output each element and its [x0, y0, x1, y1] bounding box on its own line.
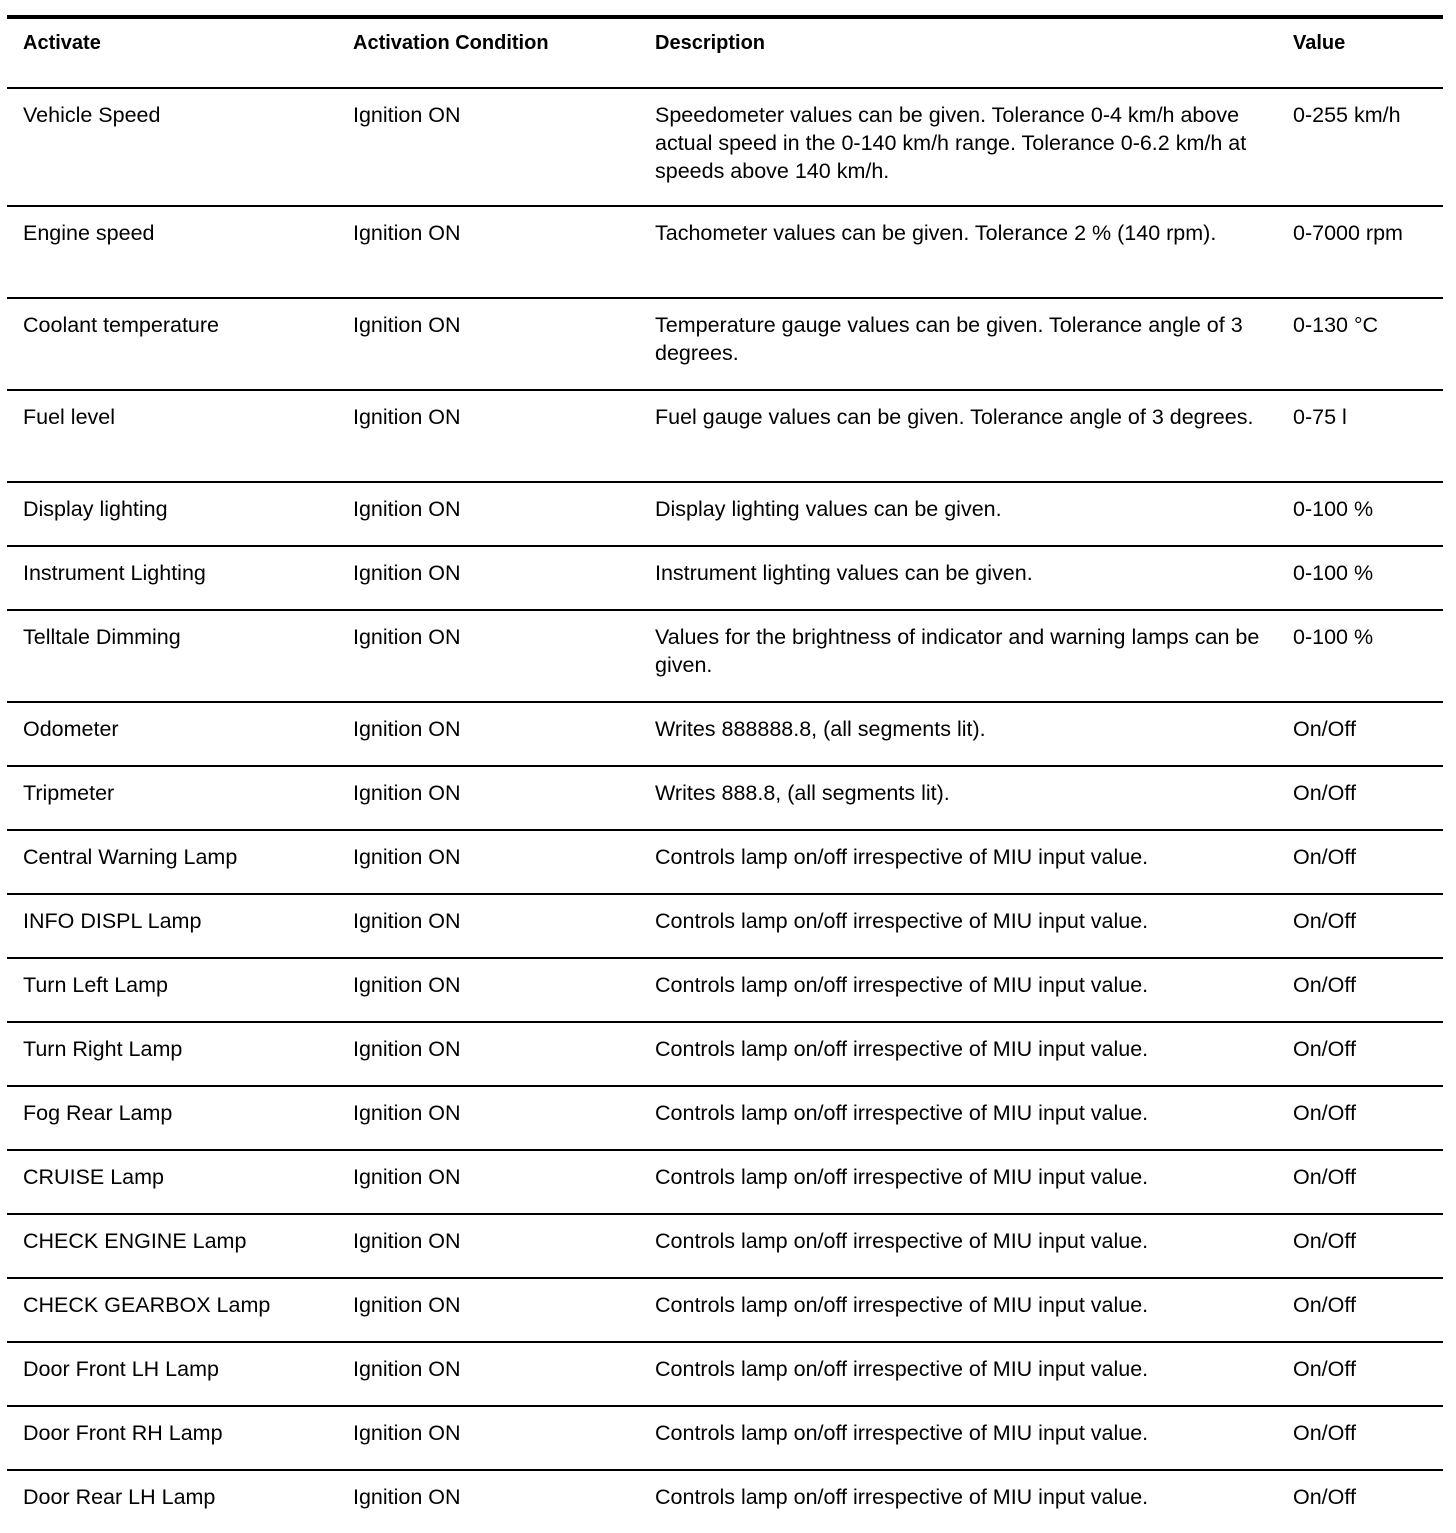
table-row	[7, 206, 1443, 298]
table-row	[7, 390, 1443, 482]
cell-activate: Door Front LH Lamp	[7, 1342, 337, 1406]
cell-condition: Ignition ON	[337, 1150, 639, 1214]
cell-value: 0-75 l	[1277, 390, 1443, 482]
cell-condition: Ignition ON	[337, 1086, 639, 1150]
cell-value: 0-7000 rpm	[1277, 206, 1443, 298]
cell-condition: Ignition ON	[337, 894, 639, 958]
cell-description: Instrument lighting values can be given.	[639, 546, 1277, 610]
cell-value: On/Off	[1277, 766, 1443, 830]
table-row	[7, 894, 1443, 958]
cell-value: On/Off	[1277, 1406, 1443, 1470]
cell-value: On/Off	[1277, 1214, 1443, 1278]
table-row	[7, 1470, 1443, 1533]
cell-activate: CHECK ENGINE Lamp	[7, 1214, 337, 1278]
activation-table	[7, 15, 1443, 1533]
cell-condition: Ignition ON	[337, 298, 639, 390]
table-row	[7, 610, 1443, 702]
cell-description: Controls lamp on/off irrespective of MIU input value.	[639, 1086, 1277, 1150]
table-row	[7, 1086, 1443, 1150]
cell-value: 0-130 °C	[1277, 298, 1443, 390]
cell-description: Temperature gauge values can be given. Tolerance angle of 3 degrees.	[639, 298, 1277, 390]
cell-value: On/Off	[1277, 1086, 1443, 1150]
cell-condition: Ignition ON	[337, 206, 639, 298]
cell-activate: Fog Rear Lamp	[7, 1086, 337, 1150]
cell-description: Controls lamp on/off irrespective of MIU input value.	[655, 1485, 1149, 1509]
cell-description: Controls lamp on/off irrespective of MIU input value.	[639, 1150, 1277, 1214]
table-row	[7, 298, 1443, 390]
cell-condition: Ignition ON	[337, 88, 639, 206]
cell-value: On/Off	[1277, 1022, 1443, 1086]
cell-description: Values for the brightness of indicator and warning lamps can be given.	[639, 610, 1277, 702]
table-row	[7, 702, 1443, 766]
cell-condition: Ignition ON	[337, 958, 639, 1022]
cell-description: Controls lamp on/off irrespective of MIU input value.	[639, 830, 1277, 894]
header-activate: Activate	[7, 17, 337, 88]
cell-activate: Fuel level	[7, 390, 337, 482]
cell-description: Controls lamp on/off irrespective of MIU input value.	[639, 894, 1277, 958]
table-row	[7, 1214, 1443, 1278]
cell-value: On/Off	[1277, 1278, 1443, 1342]
header-value: Value	[1277, 17, 1443, 88]
cell-value: On/Off	[1277, 1342, 1443, 1406]
table-row	[7, 482, 1443, 546]
cell-value: 0-100 %	[1277, 482, 1443, 546]
cell-activate: Central Warning Lamp	[7, 830, 337, 894]
cell-activate: CHECK GEARBOX Lamp	[7, 1278, 337, 1342]
cell-description: Controls lamp on/off irrespective of MIU input value.	[639, 1214, 1277, 1278]
cell-description: Controls lamp on/off irrespective of MIU input value.	[639, 958, 1277, 1022]
cell-condition: Ignition ON	[337, 1022, 639, 1086]
table-row	[7, 1406, 1443, 1470]
cell-condition: Ignition ON	[337, 1342, 639, 1406]
cell-activate: Tripmeter	[7, 766, 337, 830]
cell-condition: Ignition ON	[337, 702, 639, 766]
cell-description: Controls lamp on/off irrespective of MIU input value.	[639, 1406, 1277, 1470]
cell-activate: Instrument Lighting	[7, 546, 337, 610]
cell-condition: Ignition ON	[337, 546, 639, 610]
cell-condition: Ignition ON	[337, 1214, 639, 1278]
table-row	[7, 830, 1443, 894]
header-description: Description	[639, 17, 1277, 88]
cell-description: Tachometer values can be given. Tolerance 2 % (140 rpm).	[639, 206, 1277, 298]
cell-activate: Display lighting	[7, 482, 337, 546]
cell-activate: Engine speed	[7, 206, 337, 298]
header-activation-condition: Activation Condition	[337, 17, 639, 88]
table-row	[7, 1278, 1443, 1342]
cell-condition: Ignition ON	[337, 1278, 639, 1342]
cell-condition: Ignition ON	[337, 766, 639, 830]
cell-value: On/Off	[1277, 1150, 1443, 1214]
table-row	[7, 766, 1443, 830]
cell-value: On/Off	[1293, 1485, 1356, 1509]
table-row	[7, 1022, 1443, 1086]
cell-condition: Ignition ON	[337, 1406, 639, 1470]
cell-condition: Ignition ON	[337, 610, 639, 702]
cell-description: Controls lamp on/off irrespective of MIU input value.	[639, 1278, 1277, 1342]
cell-value: On/Off	[1277, 702, 1443, 766]
cell-activate: Coolant temperature	[7, 298, 337, 390]
table-row	[7, 88, 1443, 206]
cell-value: On/Off	[1277, 830, 1443, 894]
cell-condition: Ignition ON	[337, 390, 639, 482]
table-row	[7, 1342, 1443, 1406]
cell-value: On/Off	[1277, 958, 1443, 1022]
table-row	[7, 546, 1443, 610]
cell-description: Controls lamp on/off irrespective of MIU input value.	[639, 1342, 1277, 1406]
cell-activate: Vehicle Speed	[7, 88, 337, 206]
table-row	[7, 1150, 1443, 1214]
cell-activate: CRUISE Lamp	[7, 1150, 337, 1214]
cell-description: Writes 888888.8, (all segments lit).	[639, 702, 1277, 766]
cell-description: Writes 888.8, (all segments lit).	[639, 766, 1277, 830]
cell-activate: Odometer	[7, 702, 337, 766]
cell-condition: Ignition ON	[337, 482, 639, 546]
cell-value: 0-100 %	[1277, 610, 1443, 702]
cell-activate: Turn Left Lamp	[7, 958, 337, 1022]
table-header-row	[7, 17, 1443, 88]
cell-activate: Door Front RH Lamp	[7, 1406, 337, 1470]
cell-description: Display lighting values can be given.	[639, 482, 1277, 546]
cell-value: 0-255 km/h	[1277, 88, 1443, 206]
cell-value: 0-100 %	[1277, 546, 1443, 610]
cell-description: Speedometer values can be given. Tolerance 0-4 km/h above actual speed in the 0-140 km/h range. Tolerance 0-6.2 km/h at speeds above 140 km/h.	[639, 88, 1277, 206]
cell-description: Fuel gauge values can be given. Tolerance angle of 3 degrees.	[639, 390, 1277, 482]
cell-activate: Turn Right Lamp	[7, 1022, 337, 1086]
cell-activate: INFO DISPL Lamp	[7, 894, 337, 958]
cell-description: Controls lamp on/off irrespective of MIU input value.	[639, 1022, 1277, 1086]
cell-condition: Ignition ON	[337, 830, 639, 894]
cell-condition: Ignition ON	[353, 1485, 461, 1509]
table-row	[7, 958, 1443, 1022]
cell-activate: Telltale Dimming	[7, 610, 337, 702]
cell-value: On/Off	[1277, 894, 1443, 958]
cell-activate: Door Rear LH Lamp	[23, 1485, 216, 1509]
